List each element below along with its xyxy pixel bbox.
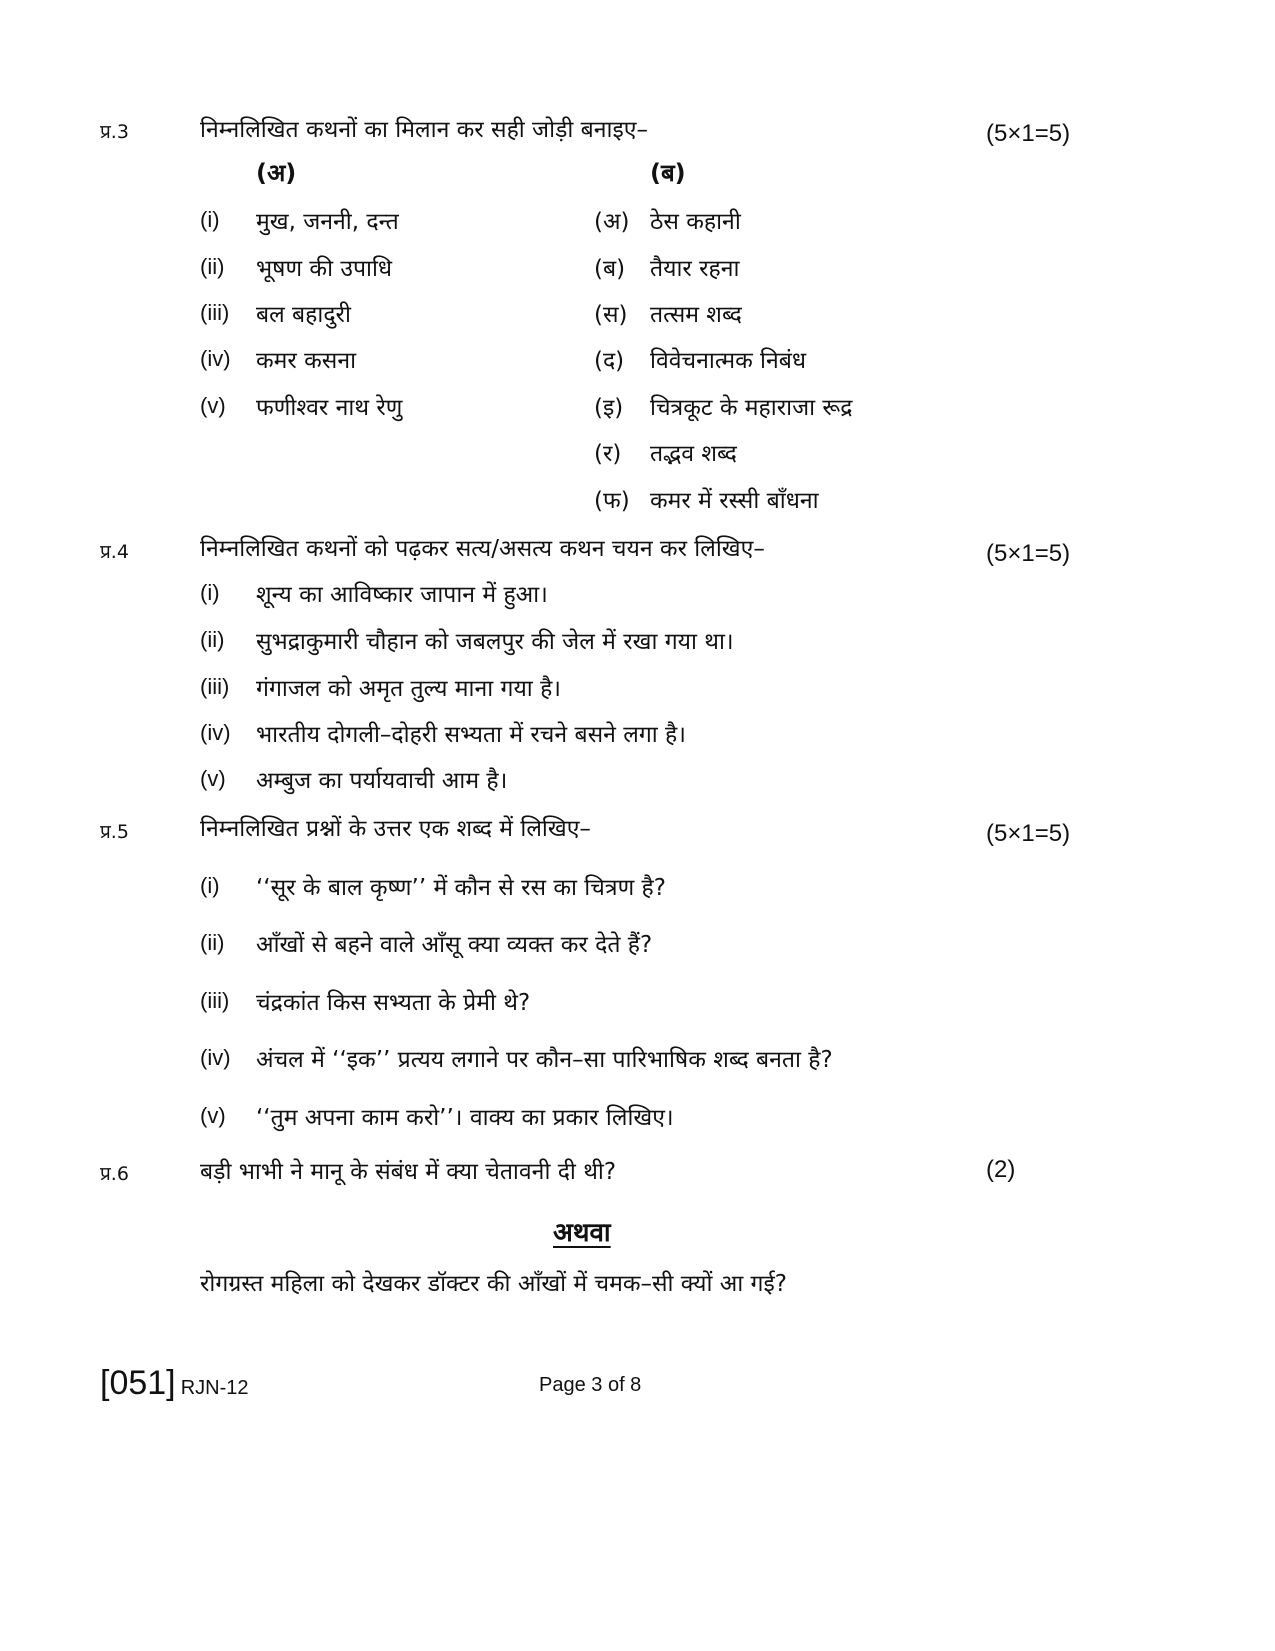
q5-item-num: (iii) — [200, 988, 230, 1013]
q4-number: प्र.4 — [100, 541, 129, 563]
q5-item-num: (i) — [200, 873, 220, 898]
q3-b-text: ठेस कहानी — [650, 209, 741, 235]
q3-b-text: तैयार रहना — [650, 256, 740, 282]
q6-text: बड़ी भाभी ने मानू के संबंध में क्या चेतावनी दी थी? — [200, 1159, 617, 1185]
q5-item-text: अंचल में ‘‘इक’’ प्रत्यय लगाने पर कौन–सा पारिभाषिक शब्द बनता है? — [256, 1047, 833, 1073]
q3-a-text: कमर कसना — [256, 348, 357, 374]
q3-number: प्र.3 — [100, 121, 129, 143]
q3-a-text: भूषण की उपाधि — [256, 256, 393, 282]
q3-a-num: (v) — [200, 393, 226, 418]
q3-b-num: (अ) — [594, 209, 630, 235]
q5-text: निम्नलिखित प्रश्नों के उत्तर एक शब्द में लिखिए– — [200, 816, 591, 842]
q3-b-num: (स) — [594, 302, 628, 328]
q6-marks: (2) — [986, 1156, 1016, 1183]
q4-item-text: अम्बुज का पर्यायवाची आम है। — [256, 768, 508, 794]
q4-item-num: (iv) — [200, 720, 231, 745]
q5-item-text: आँखों से बहने वाले आँसू क्या व्यक्त कर देते हैं? — [256, 932, 653, 958]
q3-text: निम्नलिखित कथनों का मिलान कर सही जोड़ी बनाइए– — [200, 117, 649, 143]
q3-a-num: (iii) — [200, 300, 230, 325]
q3-b-text: कमर में रस्सी बाँधना — [650, 488, 819, 514]
q6-number: प्र.6 — [100, 1163, 129, 1185]
q4-item-num: (ii) — [200, 627, 225, 652]
q5-item-text: ‘‘तुम अपना काम करो’’। वाक्य का प्रकार लिखिए। — [256, 1105, 674, 1131]
q3-col-b-heading: (ब) — [650, 159, 686, 187]
q5-marks: (5×1=5) — [986, 820, 1071, 847]
q3-b-num: (फ) — [594, 488, 630, 514]
q3-a-num: (i) — [200, 207, 220, 232]
q5-item-num: (iv) — [200, 1045, 231, 1070]
q3-b-text: तत्सम शब्द — [650, 302, 742, 328]
q3-b-num: (र) — [594, 441, 622, 467]
q4-marks: (5×1=5) — [986, 540, 1071, 567]
q4-item-text: सुभद्राकुमारी चौहान को जबलपुर की जेल में रखा गया था। — [256, 629, 734, 655]
q4-item-text: शून्य का आविष्कार जापान में हुआ। — [256, 582, 548, 608]
q5-item-text: चंद्रकांत किस सभ्यता के प्रेमी थे? — [256, 990, 531, 1016]
q3-a-num: (iv) — [200, 346, 231, 371]
q3-b-text: विवेचनात्मक निबंध — [650, 348, 807, 374]
q4-item-num: (iii) — [200, 674, 230, 699]
q5-item-text: ‘‘सूर के बाल कृष्ण’’ में कौन से रस का चित्रण है? — [256, 875, 666, 901]
paper-code-number: [051] — [100, 1364, 176, 1402]
paper-subcode: RJN-12 — [180, 1377, 249, 1399]
q3-b-text: चित्रकूट के महाराजा रूद्र — [650, 395, 853, 421]
q4-item-num: (v) — [200, 766, 226, 791]
q5-number: प्र.5 — [100, 821, 129, 843]
q3-a-text: बल बहादुरी — [256, 302, 351, 328]
q3-a-num: (ii) — [200, 254, 225, 279]
q4-text: निम्नलिखित कथनों को पढ़कर सत्य/असत्य कथन चयन कर लिखिए– — [200, 536, 765, 562]
q3-b-num: (ब) — [594, 256, 626, 282]
q6-alt-text: रोगग्रस्त महिला को देखकर डॉक्टर की आँखों में चमक–सी क्यों आ गई? — [200, 1271, 787, 1297]
q5-item-num: (v) — [200, 1103, 226, 1128]
paper-code — [100, 1364, 249, 1403]
q3-a-text: फणीश्वर नाथ रेणु — [256, 395, 403, 421]
q3-b-num: (इ) — [594, 395, 624, 421]
q4-item-text: भारतीय दोगली–दोहरी सभ्यता में रचने बसने लगा है। — [256, 722, 686, 748]
q3-b-num: (द) — [594, 348, 625, 374]
q3-a-text: मुख, जननी, दन्त — [256, 209, 399, 235]
or-label: अथवा — [553, 1218, 611, 1248]
page-number: Page 3 of 8 — [539, 1374, 642, 1396]
q4-item-num: (i) — [200, 580, 220, 605]
q4-item-text: गंगाजल को अमृत तुल्य माना गया है। — [256, 676, 562, 702]
q3-marks: (5×1=5) — [986, 120, 1071, 147]
q3-col-a-heading: (अ) — [256, 159, 297, 187]
q3-b-text: तद्भव शब्द — [650, 441, 737, 467]
q5-item-num: (ii) — [200, 930, 225, 955]
